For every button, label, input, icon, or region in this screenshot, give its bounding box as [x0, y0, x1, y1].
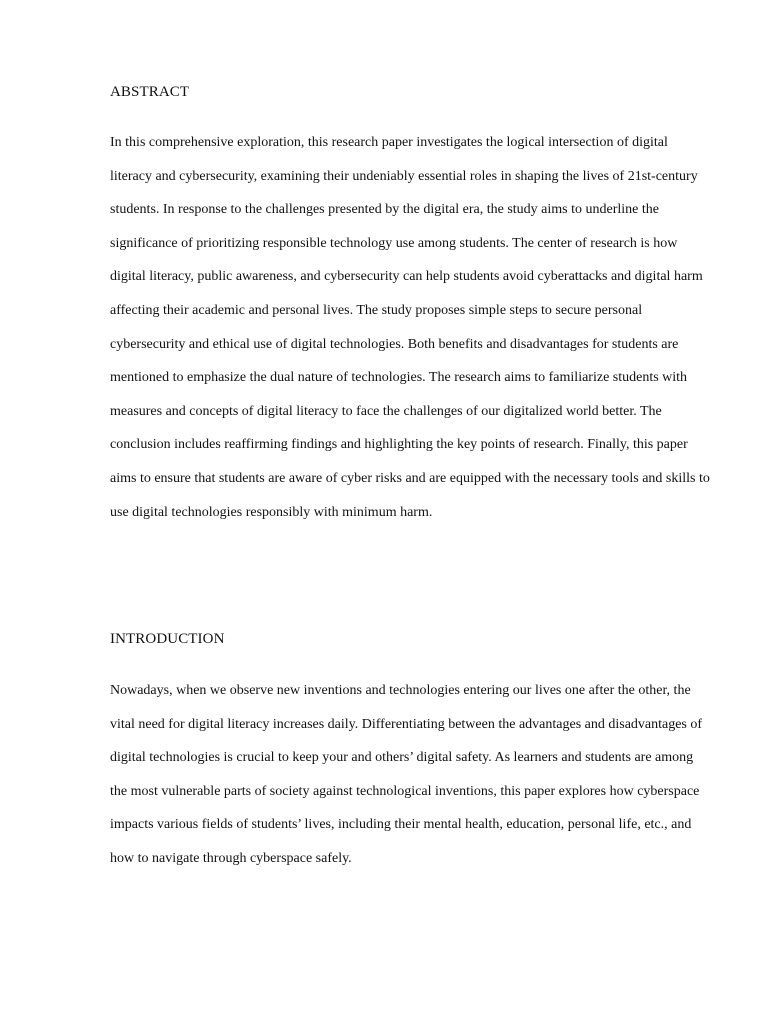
- introduction-paragraph: Nowadays, when we observe new inventions and technologies entering our lives one after the other, the vital need for digital literacy increases daily. Differentiating between the advantages and disadvantages of digital technologies is crucial to keep your and others’ digital safety. As learners and students are among the most vulnerable parts of society against technological inventions, this paper explores how cyberspace impacts various fields of students’ lives, including their mental health, education, personal life, etc., and how to navigate through cyberspace safely.: [110, 683, 703, 866]
- introduction-heading: INTRODUCTION: [110, 631, 225, 647]
- abstract-paragraph: In this comprehensive exploration, this research paper investigates the logical intersection of digital literacy and cybersecurity, examining their undeniably essential roles in shaping the lives of 21st-century students. In response to the challenges presented by the digital era, the study aims to underline the significance of prioritizing responsible technology use among students. The center of research is how digital literacy, public awareness, and cybersecurity can help students avoid cyberattacks and digital harm affecting their academic and personal lives. The study proposes simple steps to secure personal cybersecurity and ethical use of digital technologies. Both benefits and disadvantages for students are mentioned to emphasize the dual nature of technologies. The research aims to familiarize students with measures and concepts of digital literacy to face the challenges of our digitalized world better. The conclusion includes reaffirming findings and highlighting the key points of research. Finally, this paper aims to ensure that students are aware of cyber risks and are equipped with the necessary tools and skills to use digital technologies responsibly with minimum harm.: [110, 135, 710, 520]
- abstract-section: [110, 80, 710, 529]
- abstract-heading: ABSTRACT: [110, 84, 190, 100]
- introduction-section: [110, 627, 710, 876]
